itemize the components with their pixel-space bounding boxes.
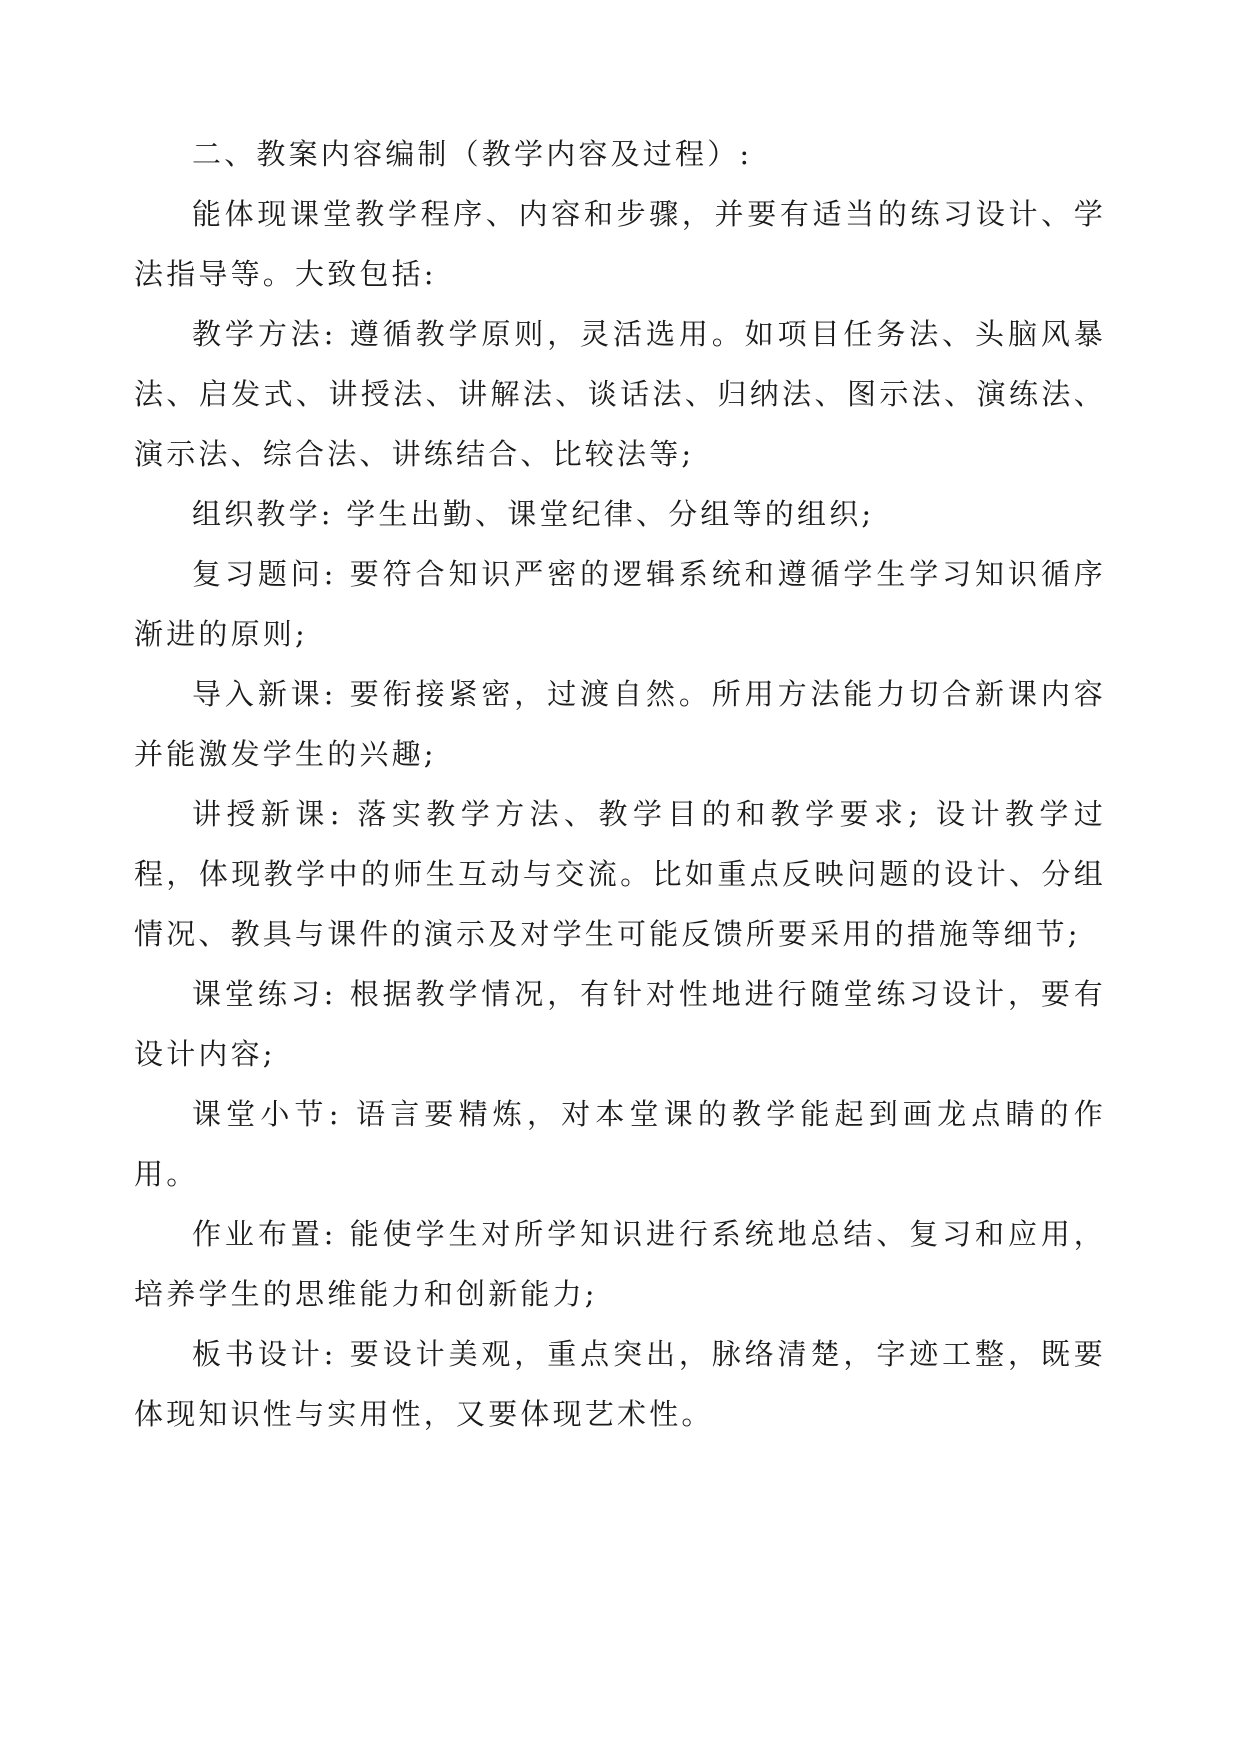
paragraph-blackboard-design: 板书设计: 要设计美观，重点突出，脉络清楚，字迹工整，既要体现知识性与实用性，又要体现艺术性。 bbox=[134, 1337, 1106, 1431]
document-body bbox=[134, 124, 1106, 1444]
paragraph-introduce-new-lesson: 导入新课: 要衔接紧密，过渡自然。所用方法能力切合新课内容并能激发学生的兴趣; bbox=[134, 677, 1106, 771]
paragraph-classroom-exercise: 课堂练习: 根据教学情况，有针对性地进行随堂练习设计，要有设计内容; bbox=[134, 977, 1106, 1071]
paragraph-teach-new-lesson: 讲授新课: 落实教学方法、教学目的和教学要求; 设计教学过程，体现教学中的师生互动与交流。比如重点反映问题的设计、分组情况、教具与课件的演示及对学生可能反馈所要采用的措施等细节; bbox=[134, 797, 1106, 951]
paragraph-organize-teaching: 组织教学: 学生出勤、课堂纪律、分组等的组织; bbox=[192, 497, 875, 531]
paragraph-teaching-methods: 教学方法: 遵循教学原则，灵活选用。如项目任务法、头脑风暴法、启发式、讲授法、讲解法、谈话法、归纳法、图示法、演练法、演示法、综合法、讲练结合、比较法等; bbox=[134, 317, 1106, 471]
paragraph-homework: 作业布置: 能使学生对所学知识进行系统地总结、复习和应用，培养学生的思维能力和创新能力; bbox=[134, 1217, 1106, 1311]
paragraph-review-questions: 复习题问: 要符合知识严密的逻辑系统和遵循学生学习知识循序渐进的原则; bbox=[134, 557, 1106, 651]
paragraph-classroom-summary: 课堂小节: 语言要精炼，对本堂课的教学能起到画龙点睛的作用。 bbox=[134, 1097, 1106, 1191]
section-heading: 二、教案内容编制（教学内容及过程）: bbox=[192, 137, 753, 171]
paragraph-intro: 能体现课堂教学程序、内容和步骤，并要有适当的练习设计、学法指导等。大致包括: bbox=[134, 197, 1106, 291]
